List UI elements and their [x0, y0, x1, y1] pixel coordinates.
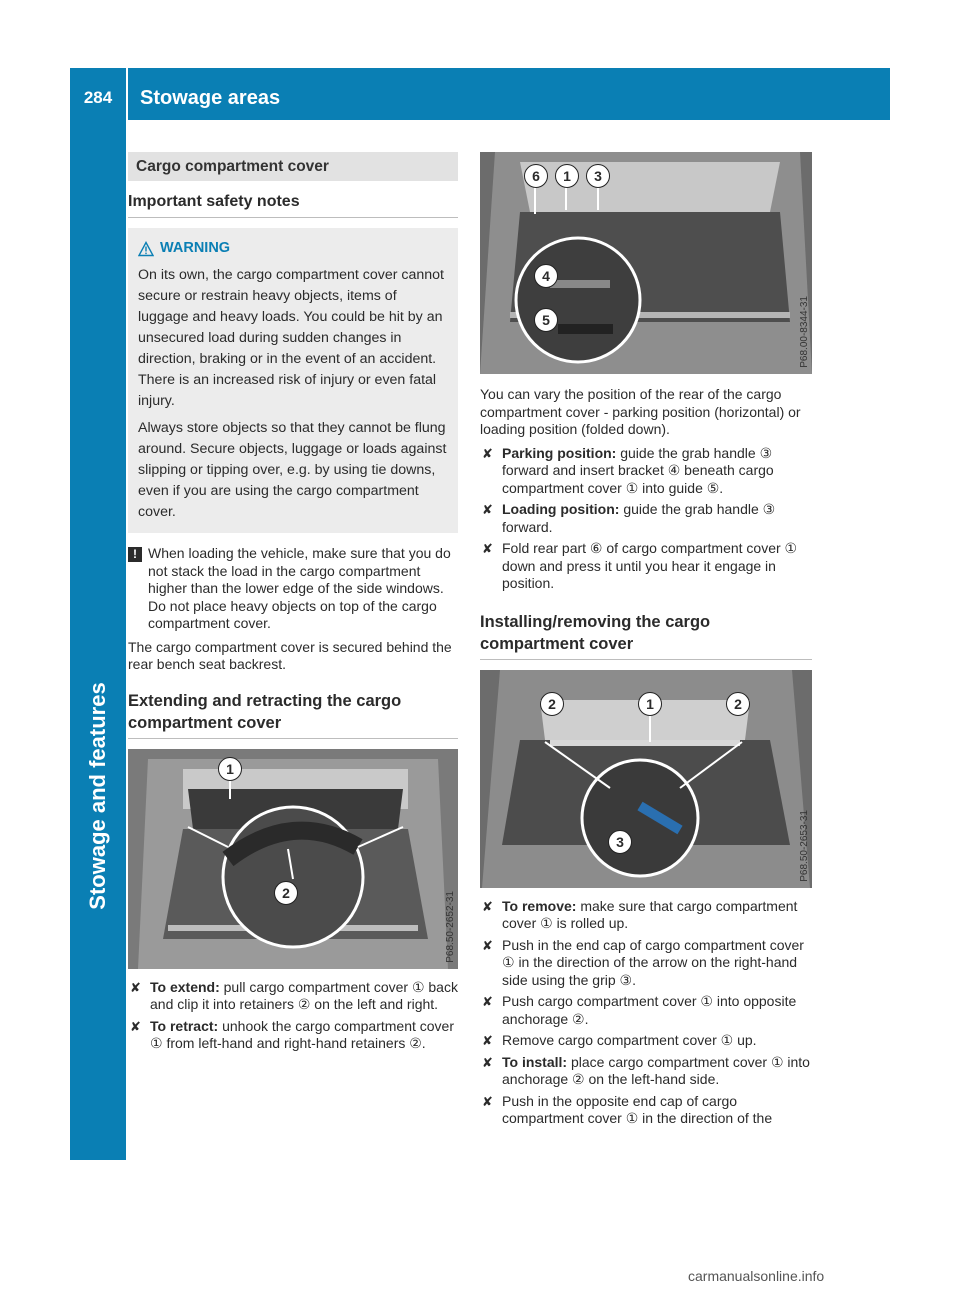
chapter-side-tab: [70, 120, 126, 1160]
step-item: [480, 1054, 812, 1089]
step-item: [480, 1032, 812, 1050]
step-item: [128, 979, 458, 1014]
step-arrow-icon: ✘: [482, 1033, 493, 1048]
step-text: Push cargo compartment cover ① into opposite anchorage ②.: [502, 993, 797, 1027]
step-text: Fold rear part ⑥ of cargo compartment cover ① down and press it until you hear it engage in position.: [502, 540, 798, 591]
left-column: [128, 152, 458, 1053]
callout-2-right: 2: [726, 692, 750, 716]
install-steps: [480, 898, 812, 1128]
step-text: Remove cargo compartment cover ① up.: [502, 1032, 757, 1048]
step-text: guide the grab handle ③ forward.: [502, 501, 776, 535]
step-label: To remove:: [502, 897, 577, 914]
callout-6: 6: [524, 164, 548, 188]
page-number: 284: [83, 88, 113, 107]
warning-text-1: On its own, the cargo compartment cover cannot secure or restrain heavy objects, items of luggage and heavy loads. You could be hit by an unsecured load during sudden changes in direction, braking or in the event of an accident. There is an increased risk of injury or even fatal injury.: [138, 267, 444, 409]
warning-header: [138, 238, 448, 259]
photo-code: P68.00-8344-31: [799, 296, 810, 368]
step-item: [480, 898, 812, 933]
callout-2: 2: [540, 692, 564, 716]
callout-2: 2: [274, 881, 298, 905]
step-item: [128, 1018, 458, 1053]
step-label: Parking position:: [502, 444, 617, 461]
photo-code: P68.50-2652-31: [445, 890, 456, 963]
position-steps: [480, 445, 812, 593]
step-arrow-icon: ✘: [482, 937, 493, 953]
position-text: You can vary the position of the rear of the cargo compartment cover - parking position (horizontal) or loading position (folded down).: [480, 386, 801, 437]
step-arrow-icon: ✘: [482, 541, 493, 556]
step-item: [480, 993, 812, 1028]
step-arrow-icon: ✘: [130, 1018, 141, 1034]
step-arrow-icon: ✘: [130, 979, 141, 995]
step-text: place cargo compartment cover ① into anchorage ② on the left-hand side.: [502, 1053, 810, 1087]
step-text: Push in the end cap of cargo compartment cover ① in the direction of the arrow on the right-hand side using the grip ③.: [502, 936, 804, 988]
step-item: [480, 540, 812, 593]
step-label: To extend:: [150, 978, 220, 995]
page-title: Stowage areas: [140, 87, 281, 109]
warning-label: WARNING: [160, 240, 231, 256]
step-arrow-icon: ✘: [482, 1093, 493, 1109]
header-divider: [126, 68, 128, 120]
step-arrow-icon: ✘: [482, 898, 493, 914]
exclamation-icon: !: [128, 547, 142, 562]
step-arrow-icon: ✘: [482, 502, 493, 517]
step-item: [480, 937, 812, 990]
notice-block: [128, 545, 458, 633]
callout-1: 1: [638, 692, 662, 716]
safety-heading: Important safety notes: [128, 191, 458, 218]
step-label: Loading position:: [502, 501, 620, 517]
step-text: guide the grab handle ③ forward and insert bracket ④ beneath cargo compartment cover ① into guide ⑤.: [502, 444, 774, 496]
callout-1: 1: [218, 757, 242, 781]
step-arrow-icon: ✘: [482, 1054, 493, 1070]
secured-text: The cargo compartment cover is secured behind the rear bench seat backrest.: [128, 638, 452, 672]
step-item: [480, 501, 812, 536]
warning-box: [128, 228, 458, 533]
step-arrow-icon: ✘: [482, 445, 493, 461]
section-title: Cargo compartment cover: [128, 152, 458, 181]
photo-code: P68.50-2653-31: [799, 809, 810, 882]
photo-cargo-cover-extend: [128, 749, 458, 969]
extend-heading: Extending and retracting the cargo compartment cover: [128, 690, 458, 739]
step-arrow-icon: ✘: [482, 994, 493, 1009]
install-heading: Installing/removing the cargo compartment cover: [480, 611, 812, 660]
photo-cargo-cover-position: [480, 152, 812, 374]
step-item: [480, 1093, 812, 1128]
cargo-photo-1-graphic: [128, 749, 458, 969]
callout-1: 1: [555, 164, 579, 188]
step-label: To install:: [502, 1053, 568, 1070]
warning-text-2: Always store objects so that they cannot be flung around. Secure objects, luggage or loads against slipping or tipping over, e.g. by using tie downs, even if you are using the cargo compartment cover.: [138, 420, 447, 520]
notice-text: When loading the vehicle, make sure that you do not stack the load in the cargo compartment higher than the lower edge of the side windows. Do not place heavy objects on top of the cargo compartment cover.: [148, 545, 451, 631]
step-label: To retract:: [150, 1017, 219, 1034]
chapter-side-label: Stowage and features: [85, 682, 110, 910]
step-text: make sure that cargo compartment cover ① is rolled up.: [502, 897, 798, 931]
step-text: pull cargo compartment cover ① back and clip it into retainers ② on the left and right.: [150, 978, 458, 1012]
watermark: carmanualsonline.info: [688, 1268, 825, 1284]
warning-triangle-icon: [138, 241, 154, 257]
extend-steps: [128, 979, 458, 1053]
step-text: unhook the cargo compartment cover ① from left-hand and right-hand retainers ②.: [150, 1017, 454, 1051]
callout-4: 4: [534, 264, 558, 288]
photo-cargo-cover-install: [480, 670, 812, 888]
page-header: [70, 68, 890, 120]
step-text: Push in the opposite end cap of cargo compartment cover ① in the direction of the: [502, 1092, 773, 1126]
callout-5: 5: [534, 308, 558, 332]
step-item: [480, 445, 812, 498]
right-column: [480, 152, 812, 1128]
callout-3: 3: [586, 164, 610, 188]
callout-3: 3: [608, 830, 632, 854]
